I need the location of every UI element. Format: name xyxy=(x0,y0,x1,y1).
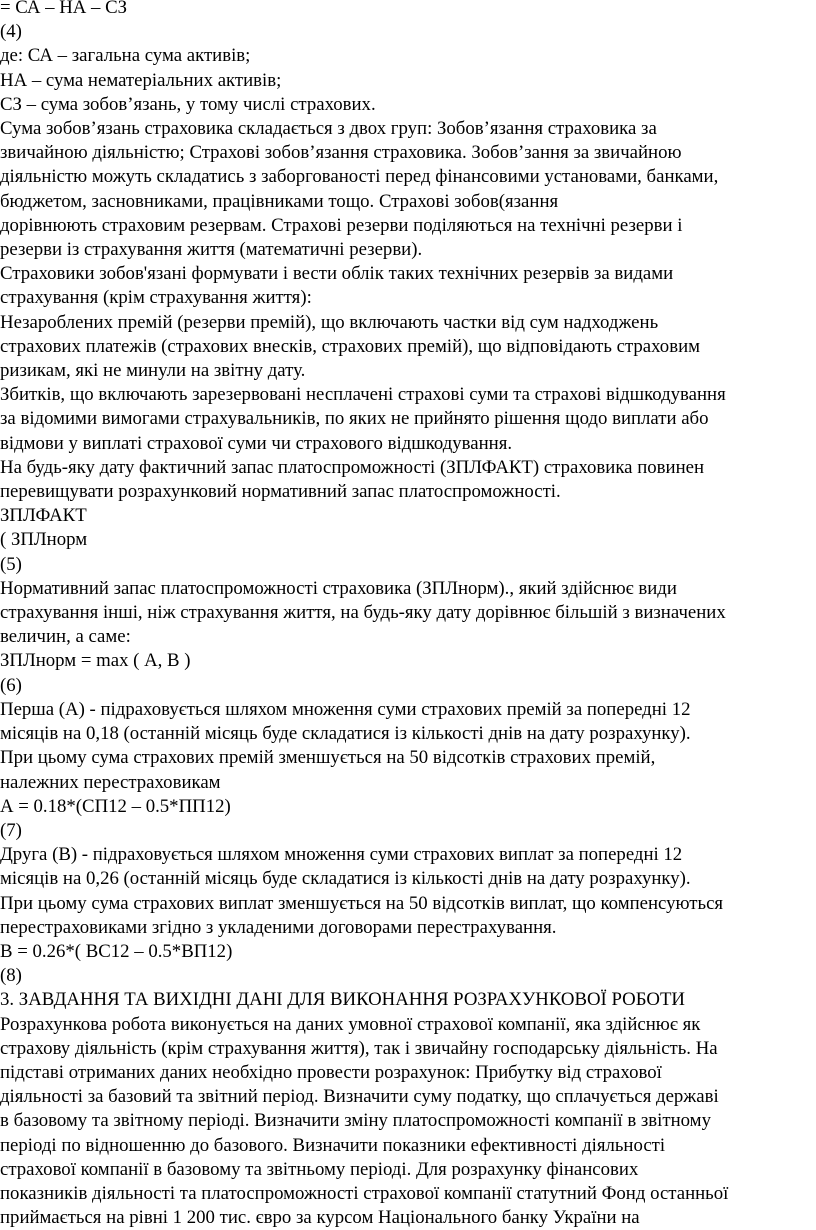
formula-own-capital: = СА – НА – СЗ xyxy=(0,0,128,18)
paragraph-line: діяльністю можуть складатись з заборгованості перед фінансовими установами, банками, xyxy=(0,166,719,188)
paragraph-line: При цьому сума страхових премій зменшується на 50 відсотків страхових премій, xyxy=(0,747,656,769)
paragraph-line: Розрахункова робота виконується на даних умовної страхової компанії, яка здійснює як xyxy=(0,1013,701,1035)
paragraph-line: відмови у виплаті страхової суми чи страхового відшкодування. xyxy=(0,432,513,454)
paragraph-line: величин, а саме: xyxy=(0,626,131,648)
paragraph-line: дорівнюють страховим резервам. Страхові резерви поділяються на технічні резерви і xyxy=(0,214,683,236)
paragraph-line: в базовому та звітному періоді. Визначити зміну платоспроможності компанії в звітному xyxy=(0,1110,711,1132)
paragraph-line: Перша (А) - підраховується шляхом множення суми страхових премій за попередні 12 xyxy=(0,698,691,720)
paragraph-line: звичайною діяльністю; Страхові зобов’язання страховика. Зобов’зання за звичайною xyxy=(0,142,682,164)
formula-line: В = 0.26*( ВС12 – 0.5*ВП12) xyxy=(0,940,233,962)
paragraph-line: Нормативний запас платоспроможності страховика (ЗПЛнорм)., який здійснює види xyxy=(0,577,677,599)
paragraph-line: При цьому сума страхових виплат зменшується на 50 відсотків виплат, що компенсуються xyxy=(0,892,724,914)
section-heading: 3. ЗАВДАННЯ ТА ВИХІДНІ ДАНІ ДЛЯ ВИКОНАННЯ РОЗРАХУНКОВОЇ РОБОТИ xyxy=(0,989,685,1011)
paragraph-line: за відомими вимогами страхувальників, по яких не прийнято рішення щодо виплати або xyxy=(0,408,709,430)
definition-line: СЗ – сума зобов’язань, у тому числі страхових. xyxy=(0,93,376,115)
paragraph-line: приймається на рівні 1 200 тис. євро за курсом Національного банку України на xyxy=(0,1207,640,1229)
paragraph-line: страхову діяльність (крім страхування життя), так і звичайну господарську діяльність. На xyxy=(0,1037,718,1059)
paragraph-line: діяльності за базовий та звітний період. Визначити суму податку, що сплачується державі xyxy=(0,1086,719,1108)
formula-number: (8) xyxy=(0,965,22,987)
paragraph-line: належних перестраховикам xyxy=(0,771,221,793)
paragraph-line: періоді по відношенню до базового. Визначити показники ефективності діяльності xyxy=(0,1134,666,1156)
paragraph-line: ризикам, які не минули на звітну дату. xyxy=(0,360,306,382)
formula-line: ( ЗПЛнорм xyxy=(0,529,88,551)
paragraph-line: бюджетом, засновниками, працівниками тощо. Страхові зобов(язання xyxy=(0,190,559,212)
paragraph-line: показників діяльності та платоспроможності страхової компанії статутний Фонд останньої xyxy=(0,1182,729,1204)
formula-number: (5) xyxy=(0,553,22,575)
paragraph-line: страхової компанії в базовому та звітньому періоді. Для розрахунку фінансових xyxy=(0,1158,639,1180)
formula-line: ЗПЛФАКТ xyxy=(0,505,87,527)
paragraph-line: місяців на 0,18 (останній місяць буде складатися із кількості днів на дату розрахунку). xyxy=(0,723,691,745)
paragraph-line: резерви із страхування життя (математичні резерви). xyxy=(0,239,423,261)
paragraph-line: Збитків, що включають зарезервовані несплачені страхові суми та страхові відшкодування xyxy=(0,384,726,406)
paragraph-line: місяців на 0,26 (останній місяць буде складатися із кількості днів на дату розрахунку). xyxy=(0,868,691,890)
paragraph-line: страхування інші, ніж страхування життя, на будь-яку дату дорівнює більшій з визначених xyxy=(0,602,726,624)
paragraph-line: страхування (крім страхування життя): xyxy=(0,287,312,309)
paragraph-line: Незароблених премій (резерви премій), що включають частки від сум надходжень xyxy=(0,311,659,333)
paragraph-line: перестраховиками згідно з укладеними договорами перестрахування. xyxy=(0,916,557,938)
formula-line: А = 0.18*(СП12 – 0.5*ПП12) xyxy=(0,795,231,817)
definition-line: НА – сума нематеріальних активів; xyxy=(0,69,282,91)
formula-line: ЗПЛнорм = max ( А, В ) xyxy=(0,650,191,672)
paragraph-line: страхових платежів (страхових внесків, страхових премій), що відповідають страховим xyxy=(0,335,701,357)
paragraph-line: підставі отриманих даних необхідно провести розрахунок: Прибутку від страхової xyxy=(0,1061,662,1083)
formula-number: (4) xyxy=(0,21,22,43)
paragraph-line: Друга (В) - підраховується шляхом множення суми страхових виплат за попередні 12 xyxy=(0,844,683,866)
paragraph-line: Страховики зобов'язані формувати і вести облік таких технічних резервів за видами xyxy=(0,263,674,285)
paragraph-line: перевищувати розрахунковий нормативний запас платоспроможності. xyxy=(0,481,561,503)
formula-number: (7) xyxy=(0,819,22,841)
formula-number: (6) xyxy=(0,674,22,696)
paragraph-line: На будь-яку дату фактичний запас платоспроможності (ЗПЛФАКТ) страховика повинен xyxy=(0,456,705,478)
paragraph-line: Сума зобов’язань страховика складається з двох груп: Зобов’язання страховика за xyxy=(0,118,657,140)
definition-line: де: СА – загальна сума активів; xyxy=(0,45,251,67)
